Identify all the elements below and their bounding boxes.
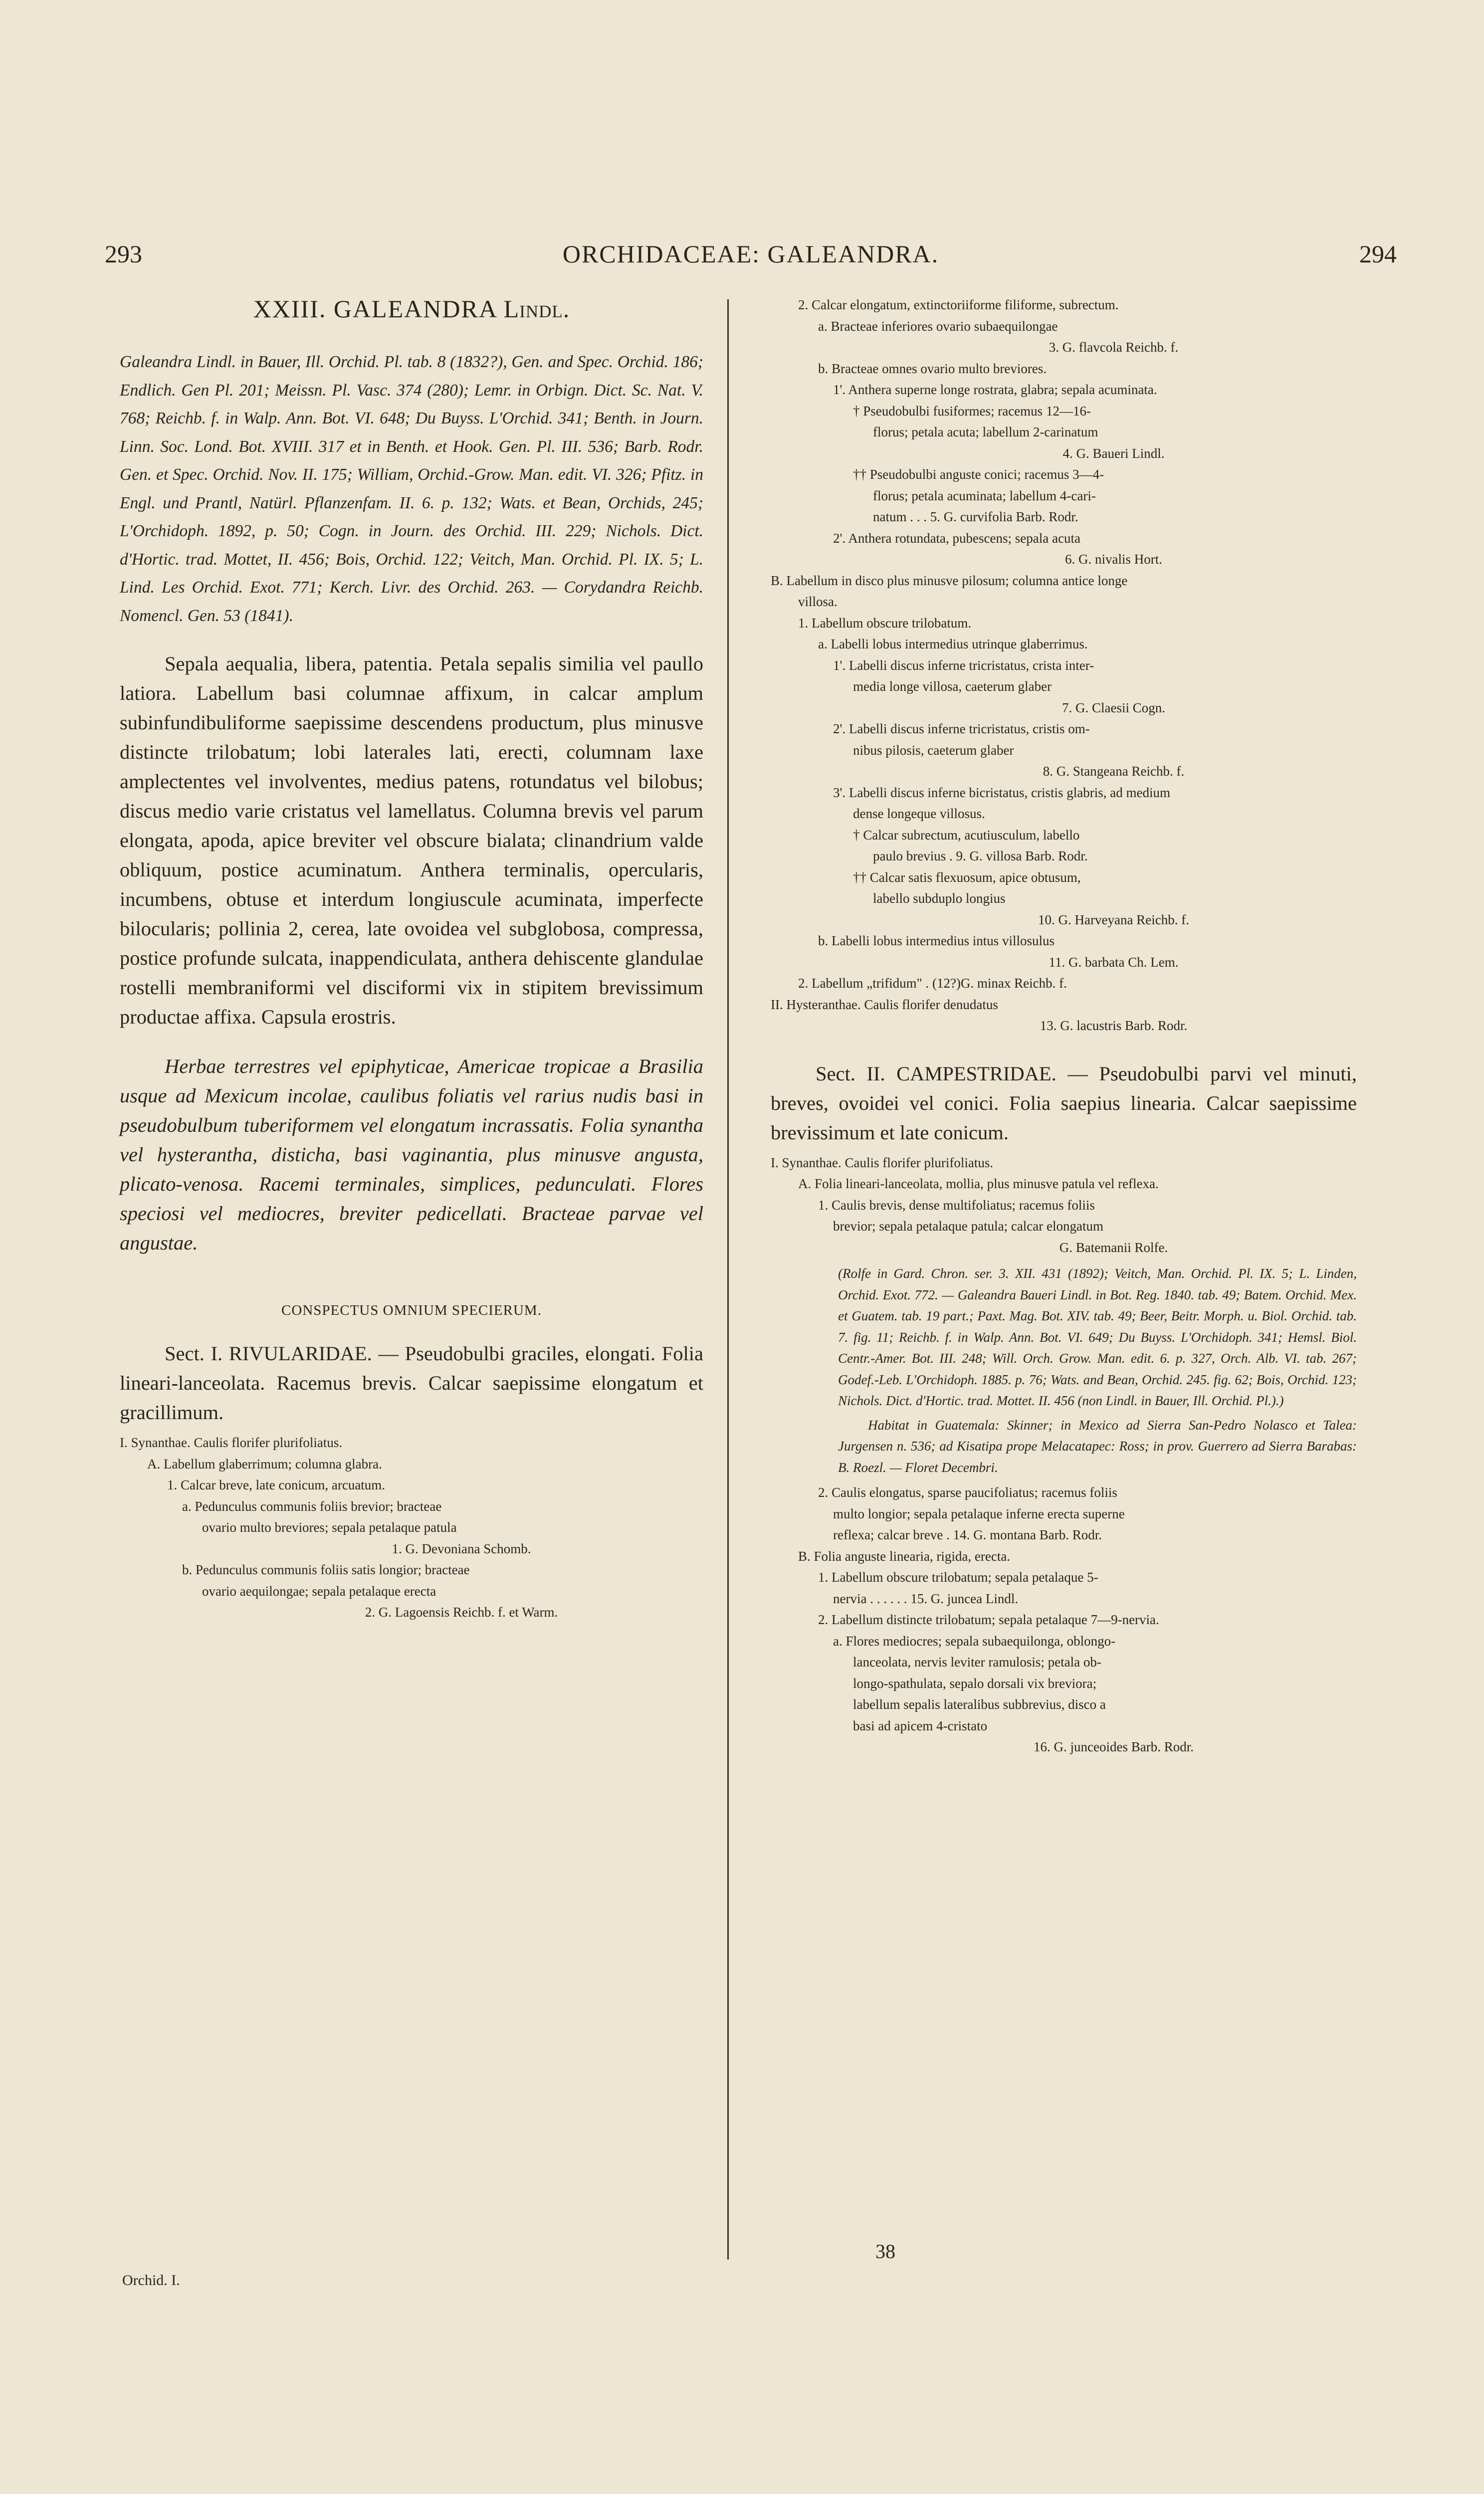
species-line: 2. G. Lagoensis Reichb. f. et Warm.: [365, 1605, 558, 1620]
key-line: labello subduplo longius: [873, 891, 1006, 906]
key-line: florus; petala acuminata; labellum 4-cari-: [873, 488, 1096, 503]
key-line: †† Pseudobulbi anguste conici; racemus 3—4-: [853, 467, 1104, 482]
key-line: 2. Labellum „trifidum" . (12?)G. minax Reichb. f.: [798, 976, 1067, 991]
key-line: 2. Labellum distincte trilobatum; sepala petalaque 7—9-nervia.: [818, 1612, 1159, 1627]
key-line: II. Hysteranthae. Caulis florifer denudatus: [771, 997, 998, 1012]
genus-name: GALEANDRA: [333, 295, 497, 323]
key-left: [120, 1432, 703, 1623]
column-divider: [727, 299, 729, 2260]
key-line: 2. Calcar elongatum, extinctoriiforme filiforme, subrectum.: [798, 297, 1119, 312]
footer-signature-left: Orchid. I.: [122, 2272, 180, 2288]
key-line: nibus pilosis, caeterum glaber: [853, 742, 1014, 758]
key-line: † Pseudobulbi fusiformes; racemus 12—16-: [853, 403, 1091, 418]
key-line: † Calcar subrectum, acutiusculum, labello: [853, 827, 1080, 842]
key-line: nervia . . . . . . 15. G. juncea Lindl.: [833, 1591, 1019, 1606]
key-line: longo-spathulata, sepalo dorsali vix breviora;: [853, 1675, 1097, 1691]
key-line: reflexa; calcar breve . 14. G. montana Barb. Rodr.: [833, 1527, 1102, 1542]
genus-number: XXIII.: [253, 295, 327, 323]
section-rivularidae: Sect. I. RIVULARIDAE. — Pseudobulbi graciles, elongati. Folia lineari-lanceolata. Racemus brevis. Calcar saepissime elongatum et gracillimum.: [120, 1342, 703, 1424]
running-title: ORCHIDACEAE: GALEANDRA.: [562, 240, 939, 268]
key-line: I. Synanthae. Caulis florifer plurifoliatus.: [771, 1155, 994, 1170]
key-line: a. Pedunculus communis foliis brevior; bracteae: [182, 1498, 442, 1514]
key-line: florus; petala acuta; labellum 2-carinatum: [873, 424, 1098, 439]
sheet-signature: 38: [875, 2240, 895, 2263]
right-column: [771, 294, 1357, 1758]
key-line: ovario multo breviores; sepala petalaque patula: [202, 1520, 457, 1535]
key-line: b. Labelli lobus intermedius intus villosulus: [818, 933, 1055, 948]
genus-heading: [120, 294, 703, 323]
key-line: natum . . . 5. G. curvifolia Barb. Rodr.: [873, 509, 1078, 524]
key-line: 2'. Anthera rotundata, pubescens; sepala acuta: [833, 530, 1080, 546]
key-line: 3'. Labelli discus inferne bicristatus, cristis glabris, ad medium: [833, 785, 1170, 800]
species-line: 13. G. lacustris Barb. Rodr.: [1040, 1018, 1188, 1033]
key-line: 1. Caulis brevis, dense multifoliatus; racemus foliis: [818, 1197, 1095, 1213]
key-line: basi ad apicem 4-cristato: [853, 1718, 988, 1733]
conspectus-heading: CONSPECTUS OMNIUM SPECIERUM.: [281, 1302, 542, 1318]
key-line: 1'. Anthera superne longe rostrata, glabra; sepala acuminata.: [833, 382, 1157, 397]
key-line: paulo brevius . 9. G. villosa Barb. Rodr.: [873, 848, 1088, 863]
key-line: brevior; sepala petalaque patula; calcar elongatum: [833, 1219, 1103, 1234]
habit-paragraph: Herbae terrestres vel epiphyticae, Americae tropicae a Brasilia usque ad Mexicum incolae, caulibus foliatis vel rarius nudis basi in pseudobulbum tuberiformem vel elongatum incrassatis. Folia synantha vel hysterantha, disticha, basi vaginantia, plus minusve angusta, plicato-venosa. Racemi terminales, simplices, pedunculati. Flores speciosi vel mediocres, breviter pedicellati. Bracteae parvae vel angustae.: [120, 1055, 703, 1254]
species-line: 6. G. nivalis Hort.: [1065, 552, 1162, 567]
key-line: media longe villosa, caeterum glaber: [853, 679, 1052, 694]
species-line: 1. G. Devoniana Schomb.: [392, 1541, 531, 1556]
key-line: B. Folia anguste linearia, rigida, erecta.: [798, 1548, 1011, 1564]
key-line: ovario aequilongae; sepala petalaque erecta: [202, 1583, 436, 1599]
key-line: 1. Labellum obscure trilobatum.: [798, 615, 972, 630]
key-line: a. Flores mediocres; sepala subaequilonga, oblongo-: [833, 1633, 1116, 1649]
key-line: 1. Calcar breve, late conicum, arcuatum.: [167, 1477, 386, 1492]
species-line: 11. G. barbata Ch. Lem.: [1049, 954, 1179, 970]
key-line: dense longeque villosus.: [853, 806, 985, 821]
key-right: [771, 294, 1357, 1037]
page-number-left: 293: [105, 240, 142, 268]
key-line: A. Labellum glaberrimum; columna glabra.: [147, 1456, 382, 1471]
synonymy-paragraph: Galeandra Lindl. in Bauer, Ill. Orchid. Pl. tab. 8 (1832?), Gen. and Spec. Orchid. 186; Endlich. Gen Pl. 201; Meissn. Pl. Vasc. 374 (280); Lemr. in Orbign. Dict. Sc. Nat. V. 768; Reichb. f. in Walp. Ann. Bot. VI. 648; Du Buyss. L'Orchid. 341; Benth. in Journ. Linn. Soc. Lond. Bot. XVIII. 317 et in Benth. et Hook. Gen. Pl. III. 536; Barb. Rodr. Gen. et Spec. Orchid. Nov. II. 175; William, Orchid.-Grow. Man. edit. VI. 326; Pfitz. in Engl. und Prantl, Natürl. Pflanzenfam. II. 6. p. 132; Wats. et Bean, Orchids, 245; L'Orchidoph. 1892, p. 50; Cogn. in Journ. des Orchid. III. 229; Nichols. Dict. d'Hortic. trad. Mottet, II. 456; Bois, Orchid. 122; Veitch, Man. Orchid. Pl. IX. 5; L. Lind. Les Orchid. Exot. 771; Kerch. Livr. des Orchid. 263. — Corydandra Reichb. Nomencl. Gen. 53 (1841).: [120, 353, 703, 625]
key-right-3: [771, 1482, 1357, 1758]
key-line: labellum sepalis lateralibus subbrevius, disco a: [853, 1697, 1106, 1712]
key-line: 1'. Labelli discus inferne tricristatus, crista inter-: [833, 657, 1094, 673]
species-references: (Rolfe in Gard. Chron. ser. 3. XII. 431 (1892); Veitch, Man. Orchid. Pl. IX. 5; L. Linden, Orchid. Exot. 772. — Galeandra Baueri Lindl. in Bot. Reg. 1840. tab. 49; Batem. Orchid. Mex. et Guatem. tab. 19 part.; Paxt. Mag. Bot. XIV. tab. 49; Beer, Beitr. Morph. u. Biol. Orchid. tab. 7. fig. 11; Reichb. f. in Walp. Ann. Bot. VI. 649; Du Buyss. L'Orchidoph. 341; Hemsl. Biol. Centr.-Amer. Bot. III. 248; Will. Orch. Grow. Man. edit. 6. p. 327, Orch. Alb. VI. tab. 267; Godef.-Leb. L'Orchidoph. 1885. p. 76; Wats. and Bean, Orchid. 245. fig. 62; Bois, Orchid. 123; Nichols. Dict. d'Hortic. trad. Mottet. II. 456 (non Lindl. in Bauer, Ill. Orchid. Pl.).): [838, 1266, 1357, 1408]
key-line: a. Labelli lobus intermedius utrinque glaberrimus.: [818, 636, 1088, 651]
key-line: multo longior; sepala petalaque inferne erecta superne: [833, 1506, 1125, 1521]
page-header: [105, 239, 1397, 274]
species-habitat: Habitat in Guatemala: Skinner; in Mexico ad Sierra San-Pedro Nolasco et Talea: Jurgensen n. 536; ad Kisatipa prope Melacatapec: Ross; in prov. Guerrero ad Sierra Barabas: B. Roezl. — Floret Decembri.: [838, 1417, 1357, 1475]
left-column: [120, 294, 703, 1623]
species-line: G. Batemanii Rolfe.: [1059, 1240, 1168, 1255]
species-line: 7. G. Claesii Cogn.: [1062, 700, 1165, 715]
species-line: 16. G. junceoides Barb. Rodr.: [1034, 1739, 1194, 1754]
genus-description: Sepala aequalia, libera, patentia. Petala sepalis similia vel paullo latiora. Labellum basi columnae affixum, in calcar amplum subinfundibuliforme saepissime descendens productum, plus minusve distincte trilobatum; lobi laterales lati, erecti, columnam laxe amplectentes vel involventes, medius patens, rotundatus vel bilobus; discus medio varie cristatus vel lamellatus. Columna brevis vel parum elongata, apoda, apice breviter vel obscure bialata; clinandrium valde obliquum, postice acuminatum. Anthera terminalis, opercularis, incumbens, obtuse et interdum longiuscule acuminata, imperfecte bilocularis; pollinia 2, cerea, late ovoidea vel subglobosa, compressa, postice profunde sulcata, inappendiculata, anthera dehiscente glandulae rostelli membraniformi vel disciformi vix in stipitem brevissimum productae affixa. Capsula erostris.: [120, 652, 703, 1028]
species-line: 8. G. Stangeana Reichb. f.: [1043, 764, 1185, 779]
key-line: 1. Labellum obscure trilobatum; sepala petalaque 5-: [818, 1570, 1098, 1585]
key-line: B. Labellum in disco plus minusve pilosum; columna antice longe: [771, 573, 1128, 588]
key-line: b. Pedunculus communis foliis satis longior; bracteae: [182, 1562, 470, 1577]
key-line: A. Folia lineari-lanceolata, mollia, plus minusve patula vel reflexa.: [798, 1176, 1159, 1191]
key-line: a. Bracteae inferiores ovario subaequilongae: [818, 318, 1058, 334]
key-line: †† Calcar satis flexuosum, apice obtusum,: [853, 869, 1081, 885]
species-line: 4. G. Baueri Lindl.: [1062, 445, 1165, 461]
genus-author: Lindl.: [503, 295, 570, 323]
key-right-2: [771, 1152, 1357, 1258]
key-line: villosa.: [798, 594, 838, 609]
key-line: 2'. Labelli discus inferne tricristatus, cristis om-: [833, 721, 1090, 736]
key-line: I. Synanthae. Caulis florifer plurifoliatus.: [120, 1435, 343, 1450]
page-number-right: 294: [1359, 240, 1397, 268]
key-line: 2. Caulis elongatus, sparse paucifoliatus; racemus foliis: [818, 1485, 1117, 1500]
section-campestridae: Sect. II. CAMPESTRIDAE. — Pseudobulbi parvi vel minuti, breves, ovoidei vel conici. Folia saepius linearia. Calcar saepissime brevissimum et late conicum.: [771, 1062, 1357, 1144]
species-line: 10. G. Harveyana Reichb. f.: [1038, 912, 1189, 927]
species-line: 3. G. flavcola Reichb. f.: [1049, 340, 1179, 355]
key-line: b. Bracteae omnes ovario multo breviores.: [818, 361, 1047, 376]
key-line: lanceolata, nervis leviter ramulosis; petala ob-: [853, 1655, 1101, 1669]
